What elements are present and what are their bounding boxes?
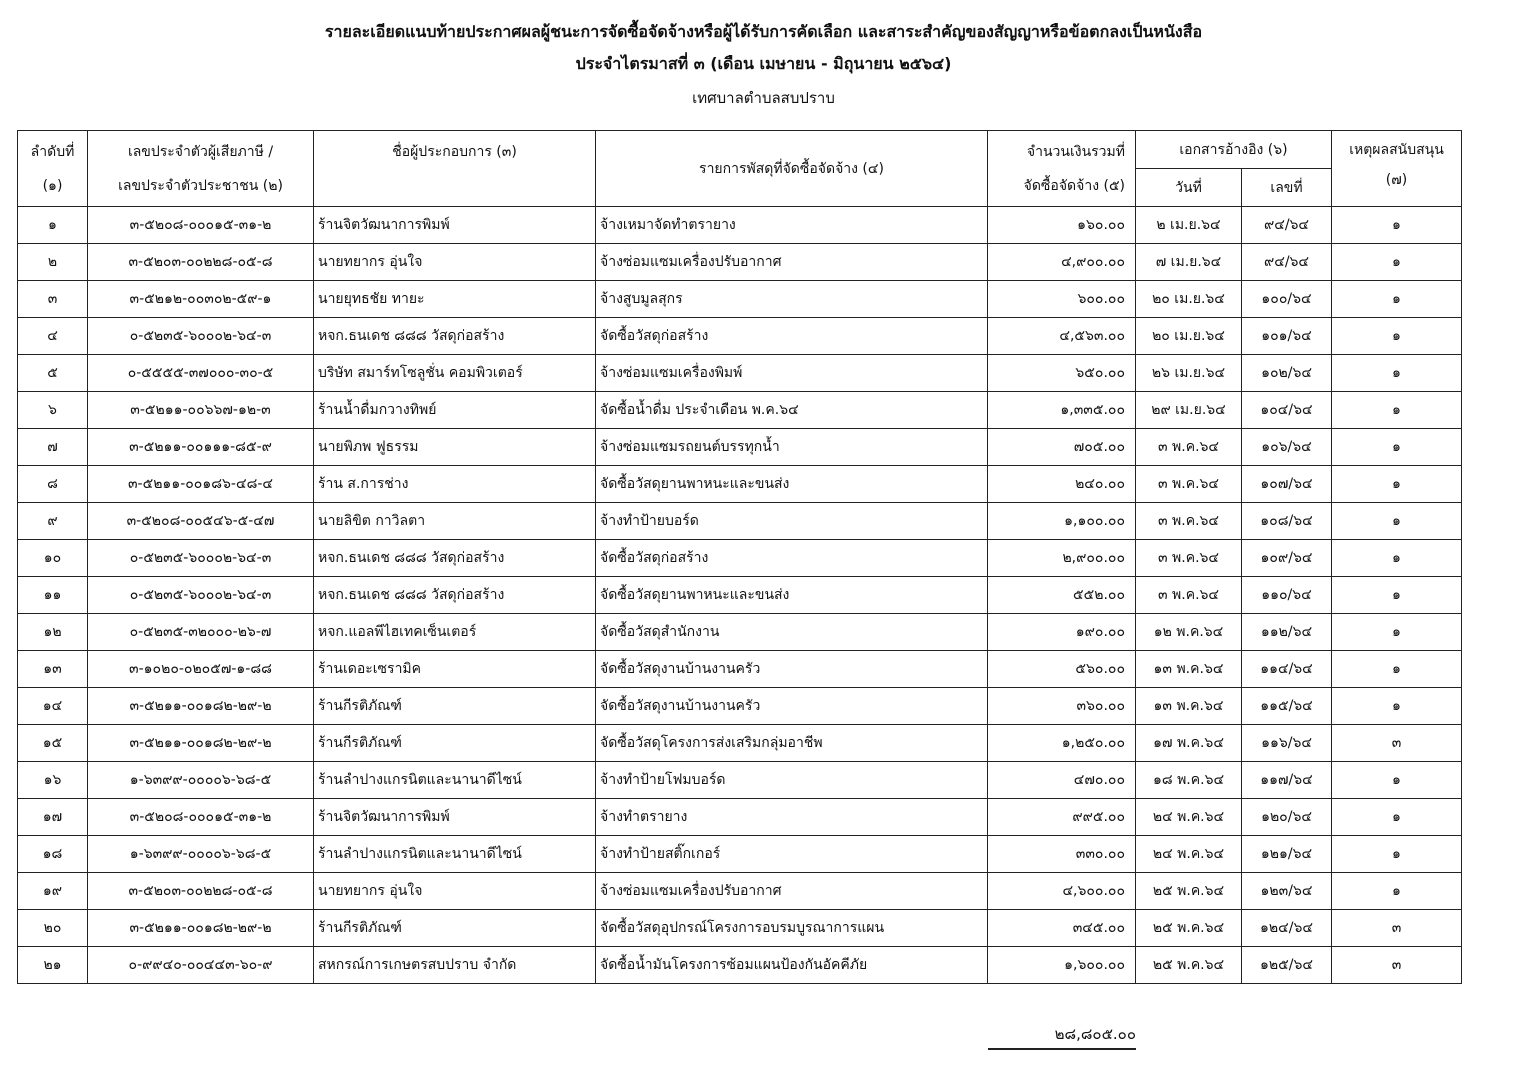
row-ref-no: ๑๑๔/๖๔: [1242, 651, 1332, 688]
row-reason: ๑: [1332, 799, 1462, 836]
row-no: ๑๕: [18, 725, 88, 762]
table-row: [18, 355, 1462, 392]
row-vendor: หจก.ธนเดช ๘๘๘ วัสดุก่อสร้าง: [314, 318, 596, 355]
row-ref-no: ๑๒๕/๖๔: [1242, 947, 1332, 984]
row-vendor: หจก.แอลพีไฮเทคเซ็นเตอร์: [314, 614, 596, 651]
organization-name: เทศบาลตำบลสบปราบ: [692, 89, 835, 107]
row-ref-no: ๑๐๒/๖๔: [1242, 355, 1332, 392]
row-ref-date: ๓ พ.ค.๖๔: [1136, 466, 1242, 503]
row-reason: ๑: [1332, 281, 1462, 318]
table-row: [18, 281, 1462, 318]
col-header-vendor: ชื่อผู้ประกอบการ (๓): [314, 131, 596, 207]
row-ref-date: ๒๕ พ.ค.๖๔: [1136, 910, 1242, 947]
row-item: จ้างซ่อมแซมเครื่องปรับอากาศ: [596, 873, 988, 910]
col-header-no-line1: ลำดับที่: [30, 143, 75, 160]
table-row: [18, 429, 1462, 466]
row-vendor: ร้านกีรติภัณฑ์: [314, 725, 596, 762]
row-reason: ๓: [1332, 910, 1462, 947]
procurement-table: [17, 130, 1462, 984]
row-no: ๕: [18, 355, 88, 392]
col-header-amount: [988, 131, 1136, 207]
table-row: [18, 910, 1462, 947]
row-ref-date: ๓ พ.ค.๖๔: [1136, 429, 1242, 466]
row-ref-no: ๑๐๘/๖๔: [1242, 503, 1332, 540]
row-taxid: ๐-๕๒๓๕-๖๐๐๐๒-๖๔-๓: [88, 577, 314, 614]
row-ref-no: ๑๑๕/๖๔: [1242, 688, 1332, 725]
row-item: จัดซื้อน้ำดื่ม ประจำเดือน พ.ค.๖๔: [596, 392, 988, 429]
row-reason: ๑: [1332, 651, 1462, 688]
row-no: ๑๑: [18, 577, 88, 614]
row-ref-date: ๒๐ เม.ย.๖๔: [1136, 281, 1242, 318]
row-no: ๙: [18, 503, 88, 540]
row-reason: ๑: [1332, 466, 1462, 503]
row-item: จัดซื้อวัสดุยานพาหนะและขนส่ง: [596, 577, 988, 614]
row-ref-date: ๓ พ.ค.๖๔: [1136, 503, 1242, 540]
row-ref-date: ๑๓ พ.ค.๖๔: [1136, 651, 1242, 688]
col-header-ref: เอกสารอ้างอิง (๖): [1136, 131, 1332, 169]
row-reason: ๑: [1332, 762, 1462, 799]
col-header-ref-no: เลขที่: [1242, 169, 1332, 207]
row-vendor: ร้านลำปางแกรนิตและนานาดีไซน์: [314, 836, 596, 873]
table-row: [18, 762, 1462, 799]
row-taxid: ๓-๕๒๑๑-๐๐๑๘๒-๒๙-๒: [88, 910, 314, 947]
document-header: [0, 22, 1527, 108]
table-row: [18, 799, 1462, 836]
row-item: จัดซื้อน้ำมันโครงการซ้อมแผนป้องกันอัคคีภัย: [596, 947, 988, 984]
table-row: [18, 836, 1462, 873]
table-row: [18, 392, 1462, 429]
row-taxid: ๐-๕๒๓๕-๖๐๐๐๒-๖๔-๓: [88, 318, 314, 355]
col-header-reason-line2: (๗): [1385, 172, 1408, 188]
row-taxid: ๓-๕๒๐๘-๐๐๐๑๕-๓๑-๒: [88, 207, 314, 244]
table-row: [18, 540, 1462, 577]
col-header-ref-date: วันที่: [1136, 169, 1242, 207]
row-ref-no: ๑๒๔/๖๔: [1242, 910, 1332, 947]
row-ref-no: ๑๐๔/๖๔: [1242, 392, 1332, 429]
row-amount: ๔,๖๐๐.๐๐: [988, 873, 1136, 910]
row-item: จ้างทำป้ายโฟมบอร์ด: [596, 762, 988, 799]
row-no: ๖: [18, 392, 88, 429]
table-row: [18, 651, 1462, 688]
table-row: [18, 577, 1462, 614]
row-taxid: ๓-๕๒๑๑-๐๐๖๖๗-๑๒-๓: [88, 392, 314, 429]
row-ref-date: ๒๖ เม.ย.๖๔: [1136, 355, 1242, 392]
row-reason: ๑: [1332, 503, 1462, 540]
row-no: ๘: [18, 466, 88, 503]
row-amount: ๕๕๒.๐๐: [988, 577, 1136, 614]
table-row: [18, 503, 1462, 540]
row-item: จ้างทำป้ายบอร์ด: [596, 503, 988, 540]
document-period: ประจำไตรมาสที่ ๓ (เดือน เมษายน - มิถุนายน ๒๕๖๔): [575, 54, 952, 73]
row-reason: ๑: [1332, 429, 1462, 466]
row-taxid: ๓-๕๒๑๑-๐๐๑๘๒-๒๙-๒: [88, 688, 314, 725]
row-ref-date: ๑๘ พ.ค.๖๔: [1136, 762, 1242, 799]
table-row: [18, 725, 1462, 762]
row-no: ๔: [18, 318, 88, 355]
row-item: จัดซื้อวัสดุงานบ้านงานครัว: [596, 688, 988, 725]
row-no: ๑๘: [18, 836, 88, 873]
row-no: ๓: [18, 281, 88, 318]
row-no: ๒๑: [18, 947, 88, 984]
row-taxid: ๓-๕๒๐๘-๐๐๐๑๕-๓๑-๒: [88, 799, 314, 836]
row-vendor: ร้านจิตวัฒนาการพิมพ์: [314, 799, 596, 836]
col-header-no: [18, 131, 88, 207]
row-vendor: สหกรณ์การเกษตรสบปราบ จำกัด: [314, 947, 596, 984]
row-ref-date: ๑๓ พ.ค.๖๔: [1136, 688, 1242, 725]
row-item: จ้างทำตรายาง: [596, 799, 988, 836]
row-vendor: หจก.ธนเดช ๘๘๘ วัสดุก่อสร้าง: [314, 577, 596, 614]
row-vendor: หจก.ธนเดช ๘๘๘ วัสดุก่อสร้าง: [314, 540, 596, 577]
row-ref-date: ๑๗ พ.ค.๖๔: [1136, 725, 1242, 762]
row-amount: ๔,๙๐๐.๐๐: [988, 244, 1136, 281]
row-taxid: ๓-๕๒๐๓-๐๐๒๒๘-๐๕-๘: [88, 873, 314, 910]
col-header-no-line2: (๑): [42, 177, 63, 194]
row-ref-no: ๑๒๓/๖๔: [1242, 873, 1332, 910]
row-vendor: ร้านกีรติภัณฑ์: [314, 688, 596, 725]
table-row: [18, 466, 1462, 503]
table-row: [18, 947, 1462, 984]
row-taxid: ๓-๕๒๑๑-๐๐๑๘๖-๔๘-๔: [88, 466, 314, 503]
row-item: จ้างซ่อมแซมรถยนต์บรรทุกน้ำ: [596, 429, 988, 466]
row-reason: ๑: [1332, 540, 1462, 577]
row-taxid: ๑-๖๓๙๙-๐๐๐๐๖-๖๘-๕: [88, 836, 314, 873]
row-amount: ๑,๓๓๕.๐๐: [988, 392, 1136, 429]
row-ref-no: ๑๑๒/๖๔: [1242, 614, 1332, 651]
row-taxid: ๓-๑๐๒๐-๐๒๐๕๗-๑-๘๘: [88, 651, 314, 688]
row-item: จ้างสูบมูลสุกร: [596, 281, 988, 318]
row-ref-date: ๒๕ พ.ค.๖๔: [1136, 947, 1242, 984]
row-amount: ๓๓๐.๐๐: [988, 836, 1136, 873]
document-title: รายละเอียดแนบท้ายประกาศผลผู้ชนะการจัดซื้อจัดจ้างหรือผู้ได้รับการคัดเลือก และสาระสำคัญของสัญญาหรือข้อตกลงเป็นหนังสือ: [324, 22, 1203, 41]
row-amount: ๑๖๐.๐๐: [988, 207, 1136, 244]
table-row: [18, 873, 1462, 910]
row-item: จ้างทำป้ายสติ๊กเกอร์: [596, 836, 988, 873]
row-vendor: ร้านน้ำดื่มกวางทิพย์: [314, 392, 596, 429]
row-reason: ๓: [1332, 725, 1462, 762]
row-amount: ๔๗๐.๐๐: [988, 762, 1136, 799]
table-row: [18, 318, 1462, 355]
row-ref-no: ๑๑๖/๖๔: [1242, 725, 1332, 762]
row-taxid: ๓-๕๒๑๒-๐๐๓๐๒-๕๙-๑: [88, 281, 314, 318]
row-ref-no: ๙๔/๖๔: [1242, 207, 1332, 244]
row-taxid: ๓-๕๒๑๑-๐๐๑๑๑-๘๕-๙: [88, 429, 314, 466]
row-item: จัดซื้อวัสดุสำนักงาน: [596, 614, 988, 651]
row-ref-no: ๑๒๐/๖๔: [1242, 799, 1332, 836]
row-taxid: ๐-๕๒๓๕-๖๐๐๐๒-๖๔-๓: [88, 540, 314, 577]
row-reason: ๑: [1332, 614, 1462, 651]
row-vendor: ร้าน ส.การช่าง: [314, 466, 596, 503]
table-row: [18, 207, 1462, 244]
col-header-amount-line1: จำนวนเงินรวมที่: [1026, 143, 1125, 160]
row-ref-no: ๑๐๐/๖๔: [1242, 281, 1332, 318]
row-vendor: นายลิขิต กาวิลตา: [314, 503, 596, 540]
row-amount: ๑,๖๐๐.๐๐: [988, 947, 1136, 984]
row-amount: ๓๔๕.๐๐: [988, 910, 1136, 947]
row-reason: ๑: [1332, 318, 1462, 355]
row-vendor: ร้านลำปางแกรนิตและนานาดีไซน์: [314, 762, 596, 799]
row-ref-date: ๒ เม.ย.๖๔: [1136, 207, 1242, 244]
row-amount: ๗๐๕.๐๐: [988, 429, 1136, 466]
row-amount: ๖๐๐.๐๐: [988, 281, 1136, 318]
row-amount: ๒๔๐.๐๐: [988, 466, 1136, 503]
row-item: จัดซื้อวัสดุอุปกรณ์โครงการอบรมบูรณาการแผน: [596, 910, 988, 947]
row-ref-no: ๑๐๖/๖๔: [1242, 429, 1332, 466]
row-item: จัดซื้อวัสดุงานบ้านงานครัว: [596, 651, 988, 688]
row-no: ๑๙: [18, 873, 88, 910]
col-header-reason: [1332, 131, 1462, 207]
row-ref-date: ๒๔ พ.ค.๖๔: [1136, 799, 1242, 836]
row-taxid: ๓-๕๒๑๑-๐๐๑๘๒-๒๙-๒: [88, 725, 314, 762]
row-taxid: ๐-๕๕๕๕-๓๗๐๐๐-๓๐-๕: [88, 355, 314, 392]
col-header-taxid: [88, 131, 314, 207]
row-vendor: นายทยากร อุ่นใจ: [314, 873, 596, 910]
row-taxid: ๓-๕๒๐๘-๐๐๕๔๖-๕-๔๗: [88, 503, 314, 540]
row-amount: ๕๖๐.๐๐: [988, 651, 1136, 688]
table-row: [18, 688, 1462, 725]
row-taxid: ๐-๙๙๔๐-๐๐๔๔๓-๖๐-๙: [88, 947, 314, 984]
row-amount: ๓๖๐.๐๐: [988, 688, 1136, 725]
row-vendor: นายทยากร อุ่นใจ: [314, 244, 596, 281]
row-amount: ๑,๑๐๐.๐๐: [988, 503, 1136, 540]
row-no: ๒๐: [18, 910, 88, 947]
row-reason: ๑: [1332, 873, 1462, 910]
row-vendor: ร้านจิตวัฒนาการพิมพ์: [314, 207, 596, 244]
row-ref-no: ๑๐๑/๖๔: [1242, 318, 1332, 355]
row-ref-date: ๓ พ.ค.๖๔: [1136, 577, 1242, 614]
row-ref-no: ๑๒๑/๖๔: [1242, 836, 1332, 873]
row-item: จัดซื้อวัสดุยานพาหนะและขนส่ง: [596, 466, 988, 503]
row-no: ๑๐: [18, 540, 88, 577]
row-no: ๒: [18, 244, 88, 281]
row-ref-no: ๑๑๐/๖๔: [1242, 577, 1332, 614]
row-ref-no: ๙๔/๖๔: [1242, 244, 1332, 281]
row-item: จัดซื้อวัสดุก่อสร้าง: [596, 540, 988, 577]
row-ref-no: ๑๐๙/๖๔: [1242, 540, 1332, 577]
row-reason: ๑: [1332, 577, 1462, 614]
row-vendor: ร้านเดอะเซรามิค: [314, 651, 596, 688]
grand-total: ๒๘,๘๐๕.๐๐: [988, 1022, 1136, 1050]
row-no: ๑๖: [18, 762, 88, 799]
row-amount: ๔,๕๖๓.๐๐: [988, 318, 1136, 355]
row-ref-date: ๑๒ พ.ค.๖๔: [1136, 614, 1242, 651]
row-vendor: บริษัท สมาร์ทโซลูชั่น คอมพิวเตอร์: [314, 355, 596, 392]
row-item: จ้างเหมาจัดทำตรายาง: [596, 207, 988, 244]
row-reason: ๑: [1332, 688, 1462, 725]
col-header-reason-line1: เหตุผลสนับสนุน: [1349, 142, 1444, 158]
col-header-amount-line2: จัดซื้อจัดจ้าง (๕): [1023, 177, 1125, 194]
row-reason: ๑: [1332, 244, 1462, 281]
row-no: ๑๔: [18, 688, 88, 725]
row-taxid: ๐-๕๒๓๕-๓๒๐๐๐-๒๖-๗: [88, 614, 314, 651]
row-taxid: ๑-๖๓๙๙-๐๐๐๐๖-๖๘-๕: [88, 762, 314, 799]
table-body: [18, 207, 1462, 984]
table-row: [18, 244, 1462, 281]
col-header-item: รายการพัสดุที่จัดซื้อจัดจ้าง (๔): [596, 131, 988, 207]
row-amount: ๑,๒๕๐.๐๐: [988, 725, 1136, 762]
row-ref-date: ๓ พ.ค.๖๔: [1136, 540, 1242, 577]
row-vendor: นายพิภพ ฟูธรรม: [314, 429, 596, 466]
row-reason: ๑: [1332, 836, 1462, 873]
row-no: ๑: [18, 207, 88, 244]
table-row: [18, 614, 1462, 651]
row-ref-date: ๗ เม.ย.๖๔: [1136, 244, 1242, 281]
row-amount: ๑๙๐.๐๐: [988, 614, 1136, 651]
row-item: จ้างซ่อมแซมเครื่องพิมพ์: [596, 355, 988, 392]
col-header-taxid-line1: เลขประจำตัวผู้เสียภาษี /: [127, 143, 274, 160]
row-amount: ๙๙๕.๐๐: [988, 799, 1136, 836]
row-no: ๑๓: [18, 651, 88, 688]
row-no: ๑๒: [18, 614, 88, 651]
row-no: ๗: [18, 429, 88, 466]
col-header-taxid-line2: เลขประจำตัวประชาชน (๒): [118, 177, 283, 194]
row-amount: ๒,๙๐๐.๐๐: [988, 540, 1136, 577]
row-reason: ๑: [1332, 355, 1462, 392]
row-vendor: นายยุทธชัย ทายะ: [314, 281, 596, 318]
row-reason: ๓: [1332, 947, 1462, 984]
row-item: จ้างซ่อมแซมเครื่องปรับอากาศ: [596, 244, 988, 281]
row-ref-no: ๑๑๗/๖๔: [1242, 762, 1332, 799]
row-vendor: ร้านกีรติภัณฑ์: [314, 910, 596, 947]
row-item: จัดซื้อวัสดุโครงการส่งเสริมกลุ่มอาชีพ: [596, 725, 988, 762]
row-reason: ๑: [1332, 207, 1462, 244]
row-no: ๑๗: [18, 799, 88, 836]
row-taxid: ๓-๕๒๐๓-๐๐๒๒๘-๐๕-๘: [88, 244, 314, 281]
row-ref-date: ๒๐ เม.ย.๖๔: [1136, 318, 1242, 355]
row-ref-date: ๒๙ เม.ย.๖๔: [1136, 392, 1242, 429]
row-amount: ๖๕๐.๐๐: [988, 355, 1136, 392]
row-item: จัดซื้อวัสดุก่อสร้าง: [596, 318, 988, 355]
row-ref-date: ๒๕ พ.ค.๖๔: [1136, 873, 1242, 910]
row-ref-date: ๒๔ พ.ค.๖๔: [1136, 836, 1242, 873]
row-ref-no: ๑๐๗/๖๔: [1242, 466, 1332, 503]
row-reason: ๑: [1332, 392, 1462, 429]
